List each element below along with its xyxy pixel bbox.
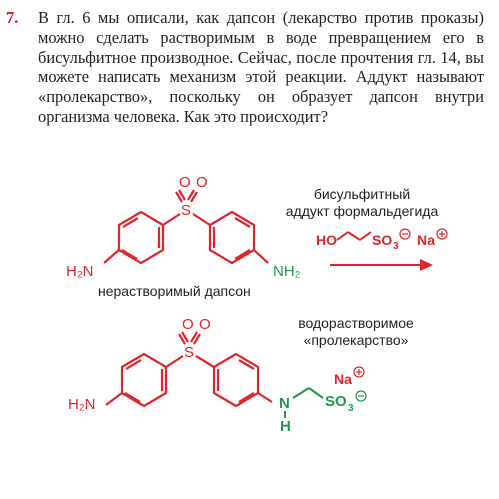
reagent-bond bbox=[360, 232, 371, 240]
reaction-arrow-head-icon bbox=[420, 259, 433, 271]
dapsone-oxygen-label: O bbox=[196, 174, 208, 191]
dapsone-oxygen-label: O bbox=[179, 174, 191, 191]
dapsone-left-amine-label: H₂N bbox=[66, 263, 94, 280]
prodrug-side-chain bbox=[293, 388, 323, 398]
prodrug-right-ring bbox=[214, 354, 258, 406]
prodrug-left-ring-double-bond bbox=[125, 393, 140, 402]
dapsone-structure bbox=[104, 190, 268, 263]
reagent-label-line2: аддукт формальдегида bbox=[285, 203, 439, 219]
prodrug-s-ring-bond bbox=[196, 356, 214, 367]
dapsone-left-ring bbox=[119, 212, 163, 263]
dapsone-sulfur-label: S bbox=[181, 202, 192, 219]
reagent-bond bbox=[348, 232, 360, 240]
reagent-label-line1: бисульфитный bbox=[313, 186, 411, 202]
dapsone-left-amine-bond bbox=[104, 250, 119, 263]
prodrug-left-ring bbox=[122, 354, 166, 406]
dapsone-s-ring-bond bbox=[193, 214, 210, 225]
dapsone-right-ring bbox=[210, 212, 254, 263]
problem-number: 7. bbox=[6, 8, 19, 27]
reagent-hydroxyl-label: HO bbox=[316, 232, 337, 248]
prodrug-left-amine-bond bbox=[106, 393, 122, 405]
prodrug-caption-line2: «пролекарство» bbox=[303, 332, 409, 348]
reagent-bond bbox=[337, 232, 348, 240]
prodrug-left-amine-label: H₂N bbox=[68, 396, 96, 413]
prodrug-oxygen-label: O bbox=[199, 316, 211, 333]
prodrug-sulfur-label: S bbox=[184, 344, 195, 361]
reagent-structure bbox=[337, 232, 371, 240]
reagent-sulfonate-subscript: 3 bbox=[393, 241, 399, 252]
reagent-sodium-label: Na bbox=[417, 232, 435, 248]
reagent-sulfonate-label: SO bbox=[372, 232, 393, 248]
prodrug-ch2-s-bond bbox=[309, 388, 323, 398]
dapsone-right-amine-label: NH₂ bbox=[273, 263, 301, 280]
dapsone-caption: нерастворимый дапсон bbox=[98, 283, 251, 299]
prodrug-sulfonate-label: SO bbox=[325, 393, 347, 410]
prodrug-sulfonate-subscript: 3 bbox=[348, 403, 354, 414]
dapsone-left-ring-double-bond bbox=[122, 250, 137, 259]
prodrug-hydrogen-label: H bbox=[280, 418, 291, 435]
prodrug-sodium-label: Na bbox=[334, 371, 352, 387]
prodrug-oxygen-label: O bbox=[182, 316, 194, 333]
problem-paragraph: В гл. 6 мы описали, как дапсон (лекарство против проказы) можно сделать растворимым в воде превращением его в бисульфитное производное. Сейчас, после прочтения гл. 14, вы можете написать механизм этой реакции. Аддукт называют «пролекарство», поскольку он образует дапсон внутри организма человека. Как это происходит? bbox=[38, 8, 484, 126]
prodrug-n-ch2-bond bbox=[293, 388, 309, 398]
prodrug-ring-n-bond bbox=[258, 393, 272, 402]
prodrug-caption-line1: водорастворимое bbox=[298, 315, 414, 331]
dapsone-ring-s-bond bbox=[163, 214, 180, 225]
dapsone-right-amine-bond bbox=[254, 250, 268, 263]
prodrug-ring-s-bond bbox=[166, 356, 183, 367]
prodrug-nitrogen-label: N bbox=[279, 395, 290, 412]
